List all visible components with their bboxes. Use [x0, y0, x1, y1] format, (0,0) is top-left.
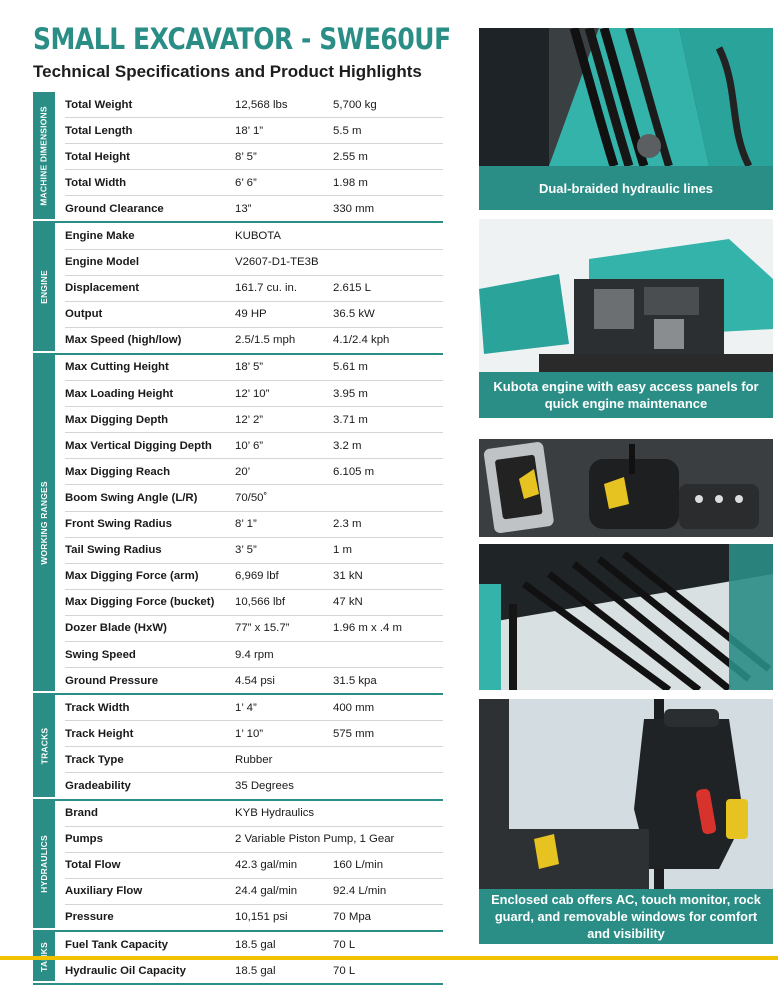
spec-row — [65, 117, 443, 143]
spec-row — [65, 720, 443, 746]
spec-name: Boom Swing Angle (L/R) — [65, 491, 198, 504]
bottom-accent-bar — [0, 956, 778, 960]
spec-row — [65, 537, 443, 563]
section-label — [33, 695, 55, 796]
spec-name: Total Width — [65, 176, 127, 189]
spec-value-metric: 400 mm — [333, 701, 375, 714]
spec-name: Max Vertical Digging Depth — [65, 439, 212, 452]
spec-value-imperial: V2607-D1-TE3B — [235, 256, 319, 269]
spec-value-imperial: 8’ 1” — [235, 518, 257, 531]
spec-value-metric: 330 mm — [333, 202, 375, 215]
spec-name: Max Loading Height — [65, 387, 174, 400]
spec-value-imperial: 9.4 rpm — [235, 648, 274, 661]
spec-value-imperial: 1’ 10” — [235, 727, 264, 740]
spec-value-imperial: 2.5/1.5 mph — [235, 334, 296, 347]
section-label-text: MACHINE DIMENSIONS — [39, 106, 49, 206]
spec-value-imperial: 10,151 psi — [235, 911, 288, 924]
spec-section — [33, 695, 443, 800]
spec-value-metric: 6.105 m — [333, 465, 375, 478]
spec-name: Displacement — [65, 282, 140, 295]
section-label — [33, 223, 55, 350]
spec-row — [65, 301, 443, 327]
spec-row — [65, 957, 443, 983]
spec-value-imperial: 2 Variable Piston Pump, 1 Gear — [235, 833, 395, 846]
section-label — [33, 355, 55, 691]
spec-name: Ground Clearance — [65, 202, 164, 215]
engine-caption: Kubota engine with easy access panels for quick engine maintenance — [479, 372, 773, 418]
spec-value-imperial: 6,969 lbf — [235, 570, 279, 583]
spec-value-metric: 5,700 kg — [333, 98, 377, 111]
spec-name: Brand — [65, 807, 98, 820]
spec-value-metric: 70 L — [333, 964, 356, 977]
spec-value-imperial: 20’ — [235, 465, 251, 478]
spec-value-metric: 31.5 kpa — [333, 674, 377, 687]
spec-name: Max Cutting Height — [65, 361, 169, 374]
spec-value-metric: 31 kN — [333, 570, 363, 583]
spec-row — [65, 92, 443, 117]
spec-name: Pumps — [65, 833, 103, 846]
spec-name: Pressure — [65, 911, 114, 924]
section-label — [33, 801, 55, 928]
spec-value-imperial: 10,566 lbf — [235, 596, 286, 609]
spec-value-imperial: 1’ 4” — [235, 701, 257, 714]
spec-name: Max Digging Reach — [65, 465, 171, 478]
spec-row — [65, 615, 443, 641]
spec-row — [65, 589, 443, 615]
spec-row — [65, 852, 443, 878]
spec-row — [65, 746, 443, 772]
spec-row — [65, 878, 443, 904]
spec-value-metric: 575 mm — [333, 727, 375, 740]
spec-row — [65, 143, 443, 169]
spec-value-metric: 70 Mpa — [333, 911, 371, 924]
spec-row — [65, 932, 443, 957]
spec-row — [65, 484, 443, 510]
spec-row — [65, 563, 443, 589]
spec-section — [33, 223, 443, 354]
spec-section — [33, 801, 443, 932]
spec-value-metric: 5.61 m — [333, 361, 368, 374]
spec-value-imperial: 12,568 lbs — [235, 98, 288, 111]
spec-row — [65, 380, 443, 406]
spec-value-metric: 160 L/min — [333, 859, 384, 872]
hydraulic-lines-caption: Dual-braided hydraulic lines — [479, 166, 773, 210]
spec-name: Engine Model — [65, 256, 140, 269]
section-label-text: HYDRAULICS — [39, 835, 50, 894]
section-label-text: ENGINE — [39, 270, 50, 305]
spec-value-imperial: 13” — [235, 202, 252, 215]
spec-name: Max Digging Depth — [65, 413, 169, 426]
spec-value-imperial: 12’ 10” — [235, 387, 270, 400]
spec-row — [65, 432, 443, 458]
rock-guard-photo — [479, 544, 773, 690]
spec-value-metric: 1.98 m — [333, 176, 368, 189]
spec-row — [65, 826, 443, 852]
spec-value-imperial: 77” x 15.7” — [235, 622, 290, 635]
hydraulic-lines-photo — [479, 28, 773, 166]
spec-row — [65, 195, 443, 221]
spec-value-imperial: 10’ 6” — [235, 439, 264, 452]
spec-value-metric: 1 m — [333, 544, 352, 557]
spec-value-imperial: 161.7 cu. in. — [235, 282, 298, 295]
spec-section — [33, 355, 443, 695]
spec-name: Total Height — [65, 150, 130, 163]
spec-row — [65, 667, 443, 693]
spec-row — [65, 772, 443, 798]
spec-name: Tail Swing Radius — [65, 544, 162, 557]
spec-row — [65, 249, 443, 275]
spec-name: Fuel Tank Capacity — [65, 938, 168, 951]
spec-name: Auxiliary Flow — [65, 885, 143, 898]
spec-name: Swing Speed — [65, 648, 136, 661]
spec-row — [65, 327, 443, 353]
spec-name: Front Swing Radius — [65, 518, 172, 531]
spec-value-metric: 5.5 m — [333, 124, 362, 137]
spec-row — [65, 406, 443, 432]
page-subtitle: Technical Specifications and Product Highlights — [33, 62, 422, 81]
spec-name: Total Length — [65, 124, 133, 137]
section-label — [33, 92, 55, 219]
spec-value-imperial: 8’ 5” — [235, 150, 257, 163]
spec-row — [65, 458, 443, 484]
spec-name: Max Digging Force (bucket) — [65, 596, 215, 609]
section-label-text: TRACKS — [39, 727, 49, 765]
spec-value-imperial: 12’ 2” — [235, 413, 264, 426]
spec-name: Total Flow — [65, 859, 121, 872]
spec-name: Gradeability — [65, 779, 131, 792]
spec-row — [65, 695, 443, 720]
spec-value-imperial: 18.5 gal — [235, 938, 276, 951]
spec-value-imperial: 18’ 5” — [235, 361, 264, 374]
spec-value-imperial: 18.5 gal — [235, 964, 276, 977]
spec-value-metric: 47 kN — [333, 596, 363, 609]
spec-value-imperial: 4.54 psi — [235, 674, 275, 687]
spec-name: Max Digging Force (arm) — [65, 570, 199, 583]
spec-value-imperial: 3’ 5” — [235, 544, 257, 557]
spec-section — [33, 92, 443, 223]
section-label-text: WORKING RANGES — [39, 481, 49, 565]
spec-value-metric: 1.96 m x .4 m — [333, 622, 403, 635]
spec-value-metric: 2.3 m — [333, 518, 362, 531]
spec-value-metric: 36.5 kW — [333, 308, 375, 321]
spec-name: Dozer Blade (HxW) — [65, 622, 167, 635]
spec-value-metric: 2.55 m — [333, 150, 368, 163]
spec-name: Output — [65, 308, 103, 321]
page-title: SMALL EXCAVATOR - SWE60UF — [33, 22, 451, 56]
spec-row — [65, 801, 443, 826]
spec-value-imperial: 18’ 1” — [235, 124, 264, 137]
spec-value-imperial: KYB Hydraulics — [235, 807, 315, 820]
engine-photo — [479, 219, 773, 372]
spec-value-imperial: 70/50˚ — [235, 491, 268, 504]
spec-value-imperial: 35 Degrees — [235, 779, 294, 792]
spec-name: Ground Pressure — [65, 674, 159, 687]
spec-name: Track Type — [65, 753, 124, 766]
spec-table — [33, 92, 443, 985]
spec-row — [65, 169, 443, 195]
spec-row — [65, 223, 443, 248]
spec-name: Hydraulic Oil Capacity — [65, 964, 186, 977]
spec-row — [65, 355, 443, 380]
spec-name: Total Weight — [65, 98, 133, 111]
spec-value-metric: 4.1/2.4 kph — [333, 334, 390, 347]
spec-row — [65, 904, 443, 930]
controls-photo — [479, 439, 773, 537]
spec-value-imperial: 49 HP — [235, 308, 267, 321]
spec-row — [65, 511, 443, 537]
cab-caption: Enclosed cab offers AC, touch monitor, rock guard, and removable windows for comfort and visibility — [479, 889, 773, 944]
spec-value-imperial: 42.3 gal/min — [235, 859, 298, 872]
spec-name: Track Height — [65, 727, 134, 740]
spec-name: Engine Make — [65, 230, 135, 243]
spec-value-metric: 3.2 m — [333, 439, 362, 452]
spec-value-imperial: KUBOTA — [235, 230, 281, 243]
spec-value-imperial: Rubber — [235, 753, 273, 766]
spec-value-metric: 3.71 m — [333, 413, 368, 426]
spec-value-imperial: 24.4 gal/min — [235, 885, 298, 898]
spec-value-metric: 70 L — [333, 938, 356, 951]
cab-photo — [479, 699, 773, 889]
spec-value-metric: 2.615 L — [333, 282, 372, 295]
spec-name: Track Width — [65, 701, 130, 714]
spec-row — [65, 275, 443, 301]
spec-row — [65, 641, 443, 667]
spec-name: Max Speed (high/low) — [65, 334, 182, 347]
spec-value-imperial: 6’ 6” — [235, 176, 257, 189]
spec-value-metric: 3.95 m — [333, 387, 368, 400]
spec-value-metric: 92.4 L/min — [333, 885, 387, 898]
